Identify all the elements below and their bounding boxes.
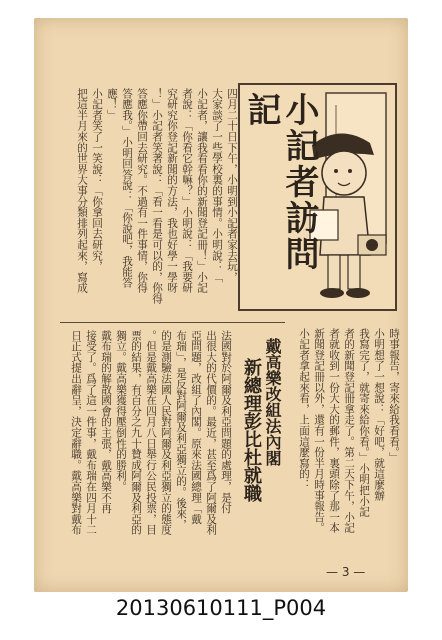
article1-col6: 新聞登記冊以外，還有一份半月時事報告。 (313, 328, 325, 534)
article1-col4: 者的新聞登記冊拿走了。第二天下午，小記 (343, 328, 355, 534)
section-divider (60, 322, 285, 323)
article1-col14: 答應你帶回去研究。不過有一件事情，你得 (136, 88, 148, 294)
article2-col2: 出很大的代價的。最近，甚至爲了阿爾及利 (205, 330, 217, 536)
article2-col11: 日正式提出辭呈，決定辭職。戴高樂對戴布 (70, 330, 82, 536)
article2-col6: 。但是戴高樂在四月八日舉行公民投票，目 (145, 330, 157, 536)
article2-headline1: 戴高樂改組法內閣 (263, 338, 282, 466)
article1-col18: 把這半月來的世界大事分類排列起來，寫成 (76, 88, 88, 294)
article1-col5: 者就收到一份大大的郵件，裏頭除了那一本 (328, 328, 340, 534)
article1-col15: 答應我。」小明回答說：「你說吧，我能答 (121, 88, 133, 288)
article1-col2: 小明想了一想說：「好吧，就這麼辦 (373, 328, 385, 501)
article2-col1: 法國對於阿爾及利亞問題的處理，是付 (220, 330, 232, 514)
article1-col10: 小記者，讓我看看你的新聞登記冊！」小記 (196, 88, 208, 294)
article2-col9: 戴布瑞的解散國會的主張，戴高樂不再 (100, 330, 112, 514)
article1-col7: 小記者拿起來看，上面這麼寫的： (298, 328, 310, 490)
article1-title: 小記者訪問記 (241, 92, 319, 272)
article1-col12: 究研究你登記新聞的方法，我也好學一學呀 (166, 88, 178, 294)
page-number: — 3 — (326, 565, 366, 579)
article1-col1: 時事報告，寄來給我看看。」 (388, 328, 400, 464)
article2-col4: 布瑞」，是反對阿爾及利亞獨立的。後來， (175, 330, 187, 530)
article2-col3: 亞問題，改組了內閣。原來法國總理「戴 (190, 330, 202, 525)
article1-col16: 應！」 (106, 88, 118, 121)
article2-col7: 票的結果，有百分之九十贊成阿爾及利亞的 (130, 330, 142, 536)
article1-col13: ！」小記者笑著說：「看一看是可以的，你得 (151, 88, 163, 304)
article2-col5: 的是測驗法國人民對阿爾及利亞獨立的態度 (160, 330, 172, 536)
article1-col8: 四月二十日下午，小明到小記者家去玩， (226, 88, 238, 283)
article2-col10: 接受了。爲了這一件事，戴布瑞在四月十二 (85, 330, 97, 536)
article1-col11: 者說：「你看它幹嘛？」小明說：「我要研 (181, 88, 193, 294)
article1-col17: 小記者笑了一笑說：「你拿回去研究， (91, 88, 103, 272)
image-caption: 20130610111_P004 (115, 596, 327, 620)
article1-col9: 大家談了一些學校裏的事情。小明說：「 (211, 88, 223, 283)
article2-col8: 獨立。戴高樂獲得壓倒性的勝利。 (115, 330, 127, 492)
article1-col3: 我寫完了，就寄來給你看。」小明把小記 (358, 328, 370, 518)
article2-headline2: 新總理彭比杜就職 (241, 358, 262, 502)
